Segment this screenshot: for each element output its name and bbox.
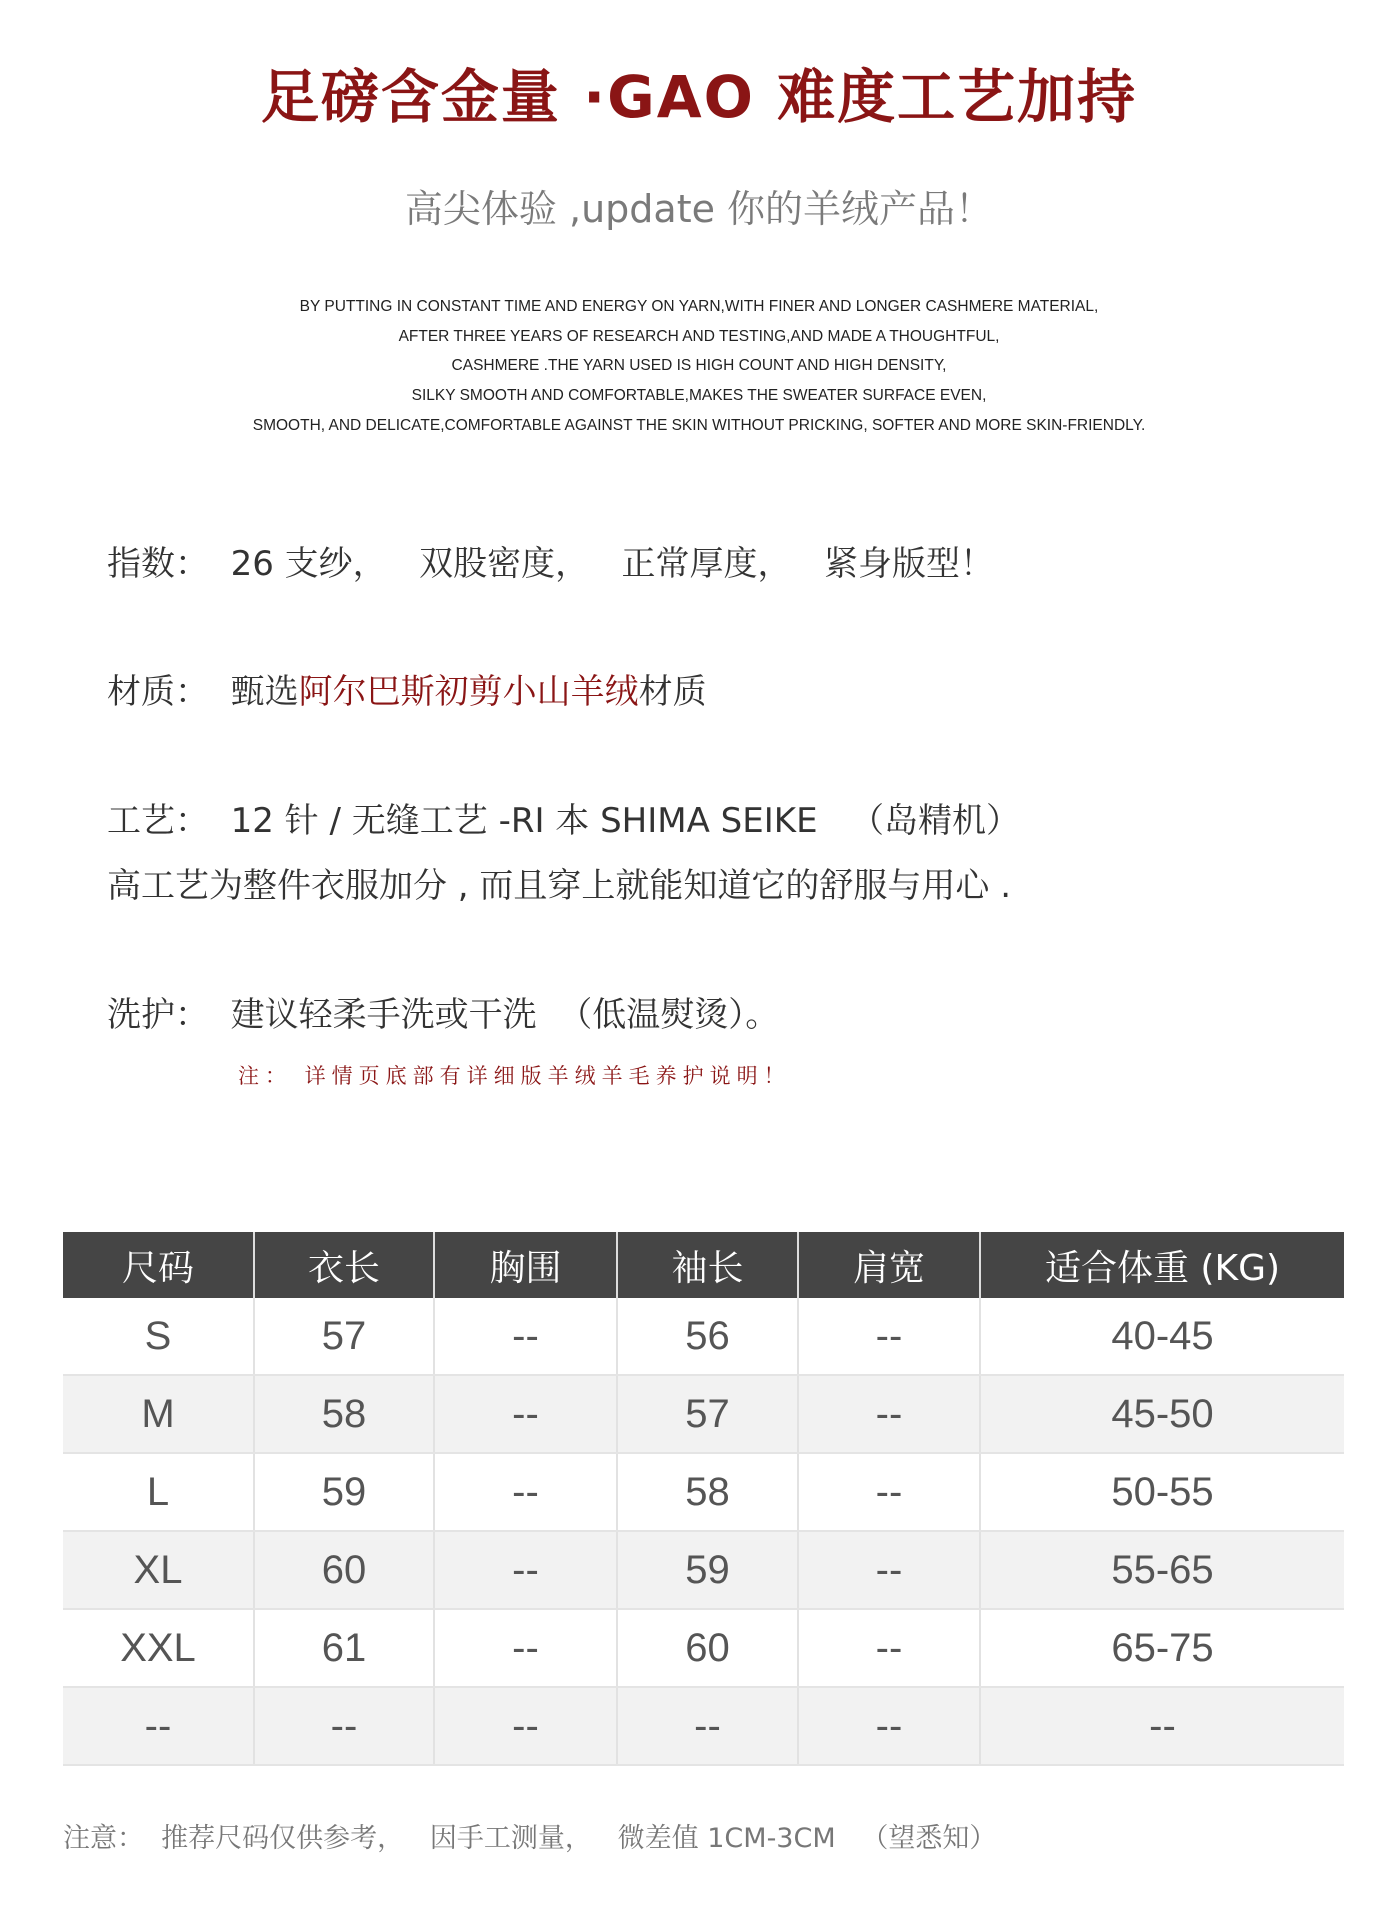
table-row xyxy=(63,1453,1344,1531)
table-cell: -- xyxy=(798,1298,980,1375)
table-header-row xyxy=(63,1232,1344,1298)
table-cell: -- xyxy=(434,1687,617,1765)
table-cell: -- xyxy=(980,1687,1344,1765)
material-suffix: 材质 xyxy=(638,672,707,712)
header-length: 衣长 xyxy=(254,1232,434,1298)
table-cell: 56 xyxy=(617,1298,798,1375)
table-cell: -- xyxy=(617,1687,798,1765)
care-note: 注： 详情页底部有详细版羊绒羊毛养护说明！ xyxy=(238,1064,791,1088)
table-cell: -- xyxy=(434,1298,617,1375)
spec-craft: 工艺： 12 针 / 无缝工艺 -RI 本 SHIMA SEIKE （岛精机） xyxy=(107,801,1020,841)
spec-index: 指数： 26 支纱， 双股密度， 正常厚度， 紧身版型！ xyxy=(107,544,994,584)
table-cell: 58 xyxy=(254,1375,434,1453)
table-cell: 60 xyxy=(617,1609,798,1687)
spec-care: 洗护： 建议轻柔手洗或干洗 （低温熨烫）。 xyxy=(107,995,780,1035)
header-size: 尺码 xyxy=(63,1232,254,1298)
table-row xyxy=(63,1531,1344,1609)
english-line: SILKY SMOOTH AND COMFORTABLE,MAKES THE SWEATER SURFACE EVEN, xyxy=(411,387,987,405)
material-highlight: 阿尔巴斯初剪小山羊绒 xyxy=(298,672,639,712)
table-cell: -- xyxy=(434,1375,617,1453)
table-cell: 45-50 xyxy=(980,1375,1344,1453)
english-line: SMOOTH, AND DELICATE,COMFORTABLE AGAINST THE SKIN WITHOUT PRICKING, SOFTER AND MORE SKIN-FRIENDLY. xyxy=(252,416,1146,434)
subtitle: 高尖体验 ,update 你的羊绒产品！ xyxy=(404,187,994,231)
table-cell: 55-65 xyxy=(980,1531,1344,1609)
table-cell: -- xyxy=(798,1687,980,1765)
spec-material xyxy=(107,664,707,713)
table-row xyxy=(63,1609,1344,1687)
english-description xyxy=(0,292,1398,441)
table-cell: -- xyxy=(434,1453,617,1531)
header-shoulder: 肩宽 xyxy=(798,1232,980,1298)
table-cell: -- xyxy=(434,1531,617,1609)
english-line: BY PUTTING IN CONSTANT TIME AND ENERGY ON YARN,WITH FINER AND LONGER CASHMERE MATERIAL, xyxy=(299,298,1099,315)
table-cell: 57 xyxy=(617,1375,798,1453)
table-cell: XL xyxy=(63,1531,254,1609)
table-cell: L xyxy=(63,1453,254,1531)
spec-craft-desc: 高工艺为整件衣服加分 , 而且穿上就能知道它的舒服与用心 . xyxy=(107,866,1012,906)
table-cell: -- xyxy=(434,1609,617,1687)
table-cell: 50-55 xyxy=(980,1453,1344,1531)
table-cell: 59 xyxy=(254,1453,434,1531)
table-cell: S xyxy=(63,1298,254,1375)
table-cell: XXL xyxy=(63,1609,254,1687)
table-cell: M xyxy=(63,1375,254,1453)
table-cell: 58 xyxy=(617,1453,798,1531)
header-chest: 胸围 xyxy=(434,1232,617,1298)
table-cell: 57 xyxy=(254,1298,434,1375)
header-sleeve: 袖长 xyxy=(617,1232,798,1298)
table-cell: 40-45 xyxy=(980,1298,1344,1375)
table-row xyxy=(63,1298,1344,1375)
header-weight: 适合体重 (KG) xyxy=(980,1232,1344,1298)
material-prefix: 材质： 甄选 xyxy=(107,672,299,712)
size-table xyxy=(63,1232,1344,1766)
table-cell: 59 xyxy=(617,1531,798,1609)
table-row xyxy=(63,1687,1344,1765)
table-cell: -- xyxy=(798,1375,980,1453)
table-cell: 60 xyxy=(254,1531,434,1609)
english-line: CASHMERE .THE YARN USED IS HIGH COUNT AND HIGH DENSITY, xyxy=(451,357,947,375)
table-cell: -- xyxy=(798,1453,980,1531)
table-cell: -- xyxy=(798,1609,980,1687)
table-cell: -- xyxy=(254,1687,434,1765)
table-cell: -- xyxy=(798,1531,980,1609)
table-cell: -- xyxy=(63,1687,254,1765)
english-line: AFTER THREE YEARS OF RESEARCH AND TESTING,AND MADE A THOUGHTFUL, xyxy=(398,327,1000,345)
table-row xyxy=(63,1375,1344,1453)
headline: 足磅含金量 ·GAO 难度工艺加持 xyxy=(260,63,1138,131)
table-cell: 65-75 xyxy=(980,1609,1344,1687)
footer-note: 注意： 推荐尺码仅供参考， 因手工测量， 微差值 1CM-3CM （望悉知） xyxy=(63,1823,997,1854)
table-cell: 61 xyxy=(254,1609,434,1687)
